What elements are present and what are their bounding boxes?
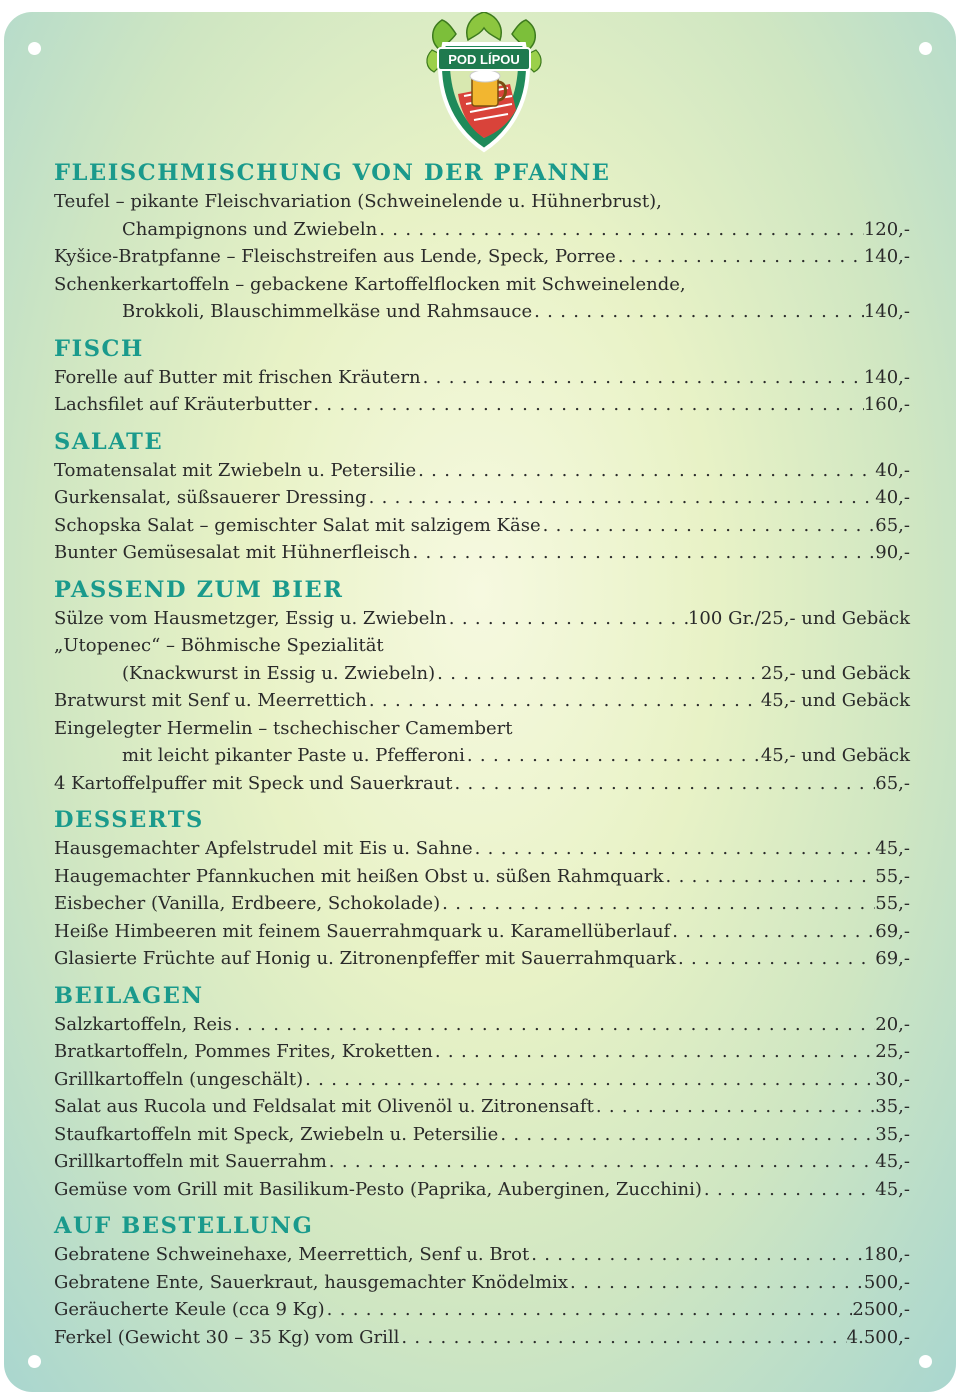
menu-item: [54, 632, 910, 660]
corner-hole: [28, 42, 41, 55]
menu-item-name: Eingelegter Hermelin – tschechischer Camembert: [54, 717, 513, 739]
menu-item-price: 55,-: [875, 865, 910, 887]
menu-item-name: Schenkerkartoffeln – gebackene Kartoffelflocken mit Schweinelende,: [54, 273, 686, 295]
dot-leader: [416, 457, 875, 485]
dot-leader: [447, 605, 688, 633]
menu-item-name: Schopska Salat – gemischter Salat mit salzigem Käse: [54, 514, 541, 536]
menu-item-name: Salat aus Rucola und Feldsalat mit Olivenöl u. Zitronensaft: [54, 1096, 594, 1117]
menu-item-name: (Knackwurst in Essig u. Zwiebeln): [122, 662, 436, 684]
menu-item-price: 500,-: [863, 1271, 910, 1293]
menu-item-price: 40,-: [875, 487, 910, 508]
menu-item-price: 45,- und Gebäck: [760, 745, 910, 766]
menu-item-price: 45,-: [875, 1151, 910, 1172]
logo-text: POD LÍPOU: [448, 52, 520, 67]
section-title: FISCH: [54, 335, 144, 362]
menu-item-price: 20,-: [875, 1013, 910, 1035]
dot-leader: [498, 1121, 875, 1149]
menu-item: [54, 512, 910, 540]
menu-section: [54, 158, 910, 326]
menu-item-price: 140,-: [863, 246, 910, 267]
menu-item: [54, 660, 910, 688]
menu-item-name: Bunter Gemüsesalat mit Hühnerfleisch: [54, 542, 411, 563]
menu-content: [54, 158, 910, 1359]
menu-item-name: Glasierte Früchte auf Honig u. Zitronenpfeffer mit Sauerrahmquark: [54, 948, 676, 969]
menu-item-price: 35,-: [875, 1096, 910, 1117]
restaurant-logo: [412, 12, 556, 156]
menu-item-name: Staufkartoffeln mit Speck, Zwiebeln u. Petersilie: [54, 1123, 499, 1145]
menu-item-name: Brokkoli, Blauschimmelkäse und Rahmsauce: [122, 301, 533, 322]
menu-item-price: 180,-: [863, 1244, 910, 1265]
section-title: AUF BESTELLUNG: [54, 1213, 314, 1239]
menu-item: [54, 1011, 910, 1039]
dot-leader: [367, 484, 876, 512]
menu-section: [54, 334, 910, 419]
dot-leader: [421, 364, 864, 392]
dot-leader: [532, 298, 864, 326]
menu-item-price: 69,-: [875, 948, 910, 969]
menu-item-name: Gemüse vom Grill mit Basilikum-Pesto (Paprika, Auberginen, Zucchini): [54, 1178, 702, 1200]
menu-section: [54, 1211, 910, 1351]
menu-item-name: Hausgemachter Apfelstrudel mit Eis u. Sahne: [54, 838, 473, 859]
menu-item-name: Champignons und Zwiebeln: [122, 218, 378, 240]
menu-item-price: 55,-: [875, 893, 910, 914]
menu-item-price: 40,-: [875, 459, 910, 481]
menu-item: [54, 457, 910, 485]
menu-item: [54, 1121, 910, 1149]
dot-leader: [435, 660, 761, 688]
menu-item: [54, 1176, 910, 1204]
menu-item-name: Forelle auf Butter mit frischen Kräutern: [54, 366, 421, 388]
dot-leader: [616, 243, 864, 271]
menu-item-name: Grillkartoffeln (ungeschält): [54, 1068, 304, 1090]
menu-item-name: 4 Kartoffelpuffer mit Speck und Sauerkraut: [54, 772, 453, 794]
menu-item-price: 25,-: [875, 1041, 910, 1062]
menu-item: [54, 863, 910, 891]
menu-item: [54, 715, 910, 743]
menu-item-price: 90,-: [875, 542, 910, 563]
dot-leader: [465, 742, 761, 770]
corner-hole: [28, 1355, 41, 1368]
menu-item-name: Teufel – pikante Fleischvariation (Schweinelende u. Hühnerbrust),: [54, 191, 662, 212]
menu-item: [54, 605, 910, 633]
menu-card: [4, 12, 956, 1392]
dot-leader: [303, 1066, 875, 1094]
menu-item: [54, 364, 910, 392]
section-title: DESSERTS: [54, 807, 204, 833]
dot-leader: [529, 1241, 864, 1269]
menu-item: [54, 1269, 910, 1297]
menu-item-price: 4.500,-: [846, 1326, 910, 1348]
dot-leader: [541, 512, 876, 540]
menu-item: [54, 271, 910, 299]
menu-item: [54, 890, 910, 918]
menu-item-name: Sülze vom Hausmetzger, Essig u. Zwiebeln: [54, 607, 447, 629]
dot-leader: [594, 1093, 875, 1121]
menu-item: [54, 1324, 910, 1352]
menu-item: [54, 539, 910, 567]
menu-item-price: 30,-: [875, 1068, 910, 1090]
menu-item-name: Gebratene Schweinehaxe, Meerrettich, Senf u. Brot: [54, 1244, 530, 1265]
menu-item-price: 45,-: [875, 1178, 910, 1200]
menu-item-price: 2500,-: [852, 1299, 910, 1320]
dot-leader: [670, 918, 875, 946]
menu-item: [54, 188, 910, 216]
menu-item-name: Bratwurst mit Senf u. Meerrettich: [54, 690, 367, 711]
menu-item-name: Gurkensalat, süßsauerer Dressing: [54, 487, 367, 508]
menu-section: [54, 427, 910, 567]
menu-item-name: Grillkartoffeln mit Sauerrahm: [54, 1151, 327, 1172]
menu-item-price: 100 Gr./25,- und Gebäck: [687, 607, 910, 629]
dot-leader: [327, 1148, 876, 1176]
menu-item-price: 45,-: [875, 838, 910, 859]
menu-item: [54, 770, 910, 798]
menu-item: [54, 1093, 910, 1121]
dot-leader: [440, 890, 875, 918]
dot-leader: [702, 1176, 875, 1204]
menu-section: [54, 981, 910, 1204]
section-title: FLEISCHMISCHUNG VON DER PFANNE: [54, 160, 611, 186]
dot-leader: [453, 770, 876, 798]
dot-leader: [325, 1296, 853, 1324]
menu-item-price: 160,-: [863, 394, 910, 415]
menu-item: [54, 687, 910, 715]
menu-item: [54, 918, 910, 946]
menu-item-name: Gebratene Ente, Sauerkraut, hausgemachter Knödelmix: [54, 1271, 569, 1293]
menu-item-price: 69,-: [875, 920, 910, 942]
dot-leader: [367, 687, 761, 715]
section-title: SALATE: [54, 428, 164, 455]
corner-hole: [919, 1355, 932, 1368]
menu-item-price: 140,-: [863, 366, 910, 388]
menu-item: [54, 1241, 910, 1269]
dot-leader: [676, 945, 875, 973]
menu-item: [54, 1148, 910, 1176]
menu-item: [54, 945, 910, 973]
section-title: BEILAGEN: [54, 982, 204, 1009]
menu-item-name: Geräucherte Keule (cca 9 Kg): [54, 1299, 325, 1320]
menu-section: [54, 805, 910, 973]
dot-leader: [377, 216, 864, 244]
menu-item-price: 120,-: [863, 218, 910, 240]
dot-leader: [568, 1269, 864, 1297]
menu-item-name: Eisbecher (Vanilla, Erdbeere, Schokolade): [54, 893, 441, 914]
menu-item-name: Bratkartoffeln, Pommes Frites, Kroketten: [54, 1041, 433, 1062]
menu-item: [54, 1038, 910, 1066]
menu-section: [54, 575, 910, 798]
menu-item-name: Ferkel (Gewicht 30 – 35 Kg) vom Grill: [54, 1326, 400, 1348]
menu-item: [54, 835, 910, 863]
menu-item-name: mit leicht pikanter Paste u. Pfefferoni: [122, 745, 465, 766]
menu-item-price: 140,-: [863, 301, 910, 322]
menu-item: [54, 391, 910, 419]
menu-item-name: Haugemachter Pfannkuchen mit heißen Obst u. süßen Rahmquark: [54, 865, 664, 887]
menu-item: [54, 298, 910, 326]
dot-leader: [473, 835, 876, 863]
menu-item-name: Heiße Himbeeren mit feinem Sauerrahmquark u. Karamellüberlauf: [54, 920, 671, 942]
section-title: PASSEND ZUM BIER: [54, 576, 344, 603]
dot-leader: [399, 1324, 846, 1352]
dot-leader: [433, 1038, 875, 1066]
dot-leader: [232, 1011, 875, 1039]
menu-item: [54, 484, 910, 512]
menu-item-name: Salzkartoffeln, Reis: [54, 1013, 233, 1035]
menu-item-price: 25,- und Gebäck: [760, 662, 910, 684]
menu-item-price: 35,-: [875, 1123, 910, 1145]
dot-leader: [410, 539, 875, 567]
menu-item-price: 65,-: [875, 514, 910, 536]
menu-item-name: Tomatensalat mit Zwiebeln u. Petersilie: [54, 459, 417, 481]
dot-leader: [664, 863, 876, 891]
menu-item: [54, 742, 910, 770]
menu-item-name: Lachsfilet auf Kräuterbutter: [54, 394, 312, 415]
menu-item-name: „Utopenec“ – Böhmische Spezialität: [54, 635, 384, 656]
menu-item: [54, 216, 910, 244]
menu-item-name: Kyšice-Bratpfanne – Fleischstreifen aus Lende, Speck, Porree: [54, 246, 616, 267]
menu-item: [54, 243, 910, 271]
menu-item: [54, 1066, 910, 1094]
menu-item-price: 65,-: [875, 772, 910, 794]
corner-hole: [919, 42, 932, 55]
menu-item-price: 45,- und Gebäck: [760, 690, 910, 711]
menu-item: [54, 1296, 910, 1324]
dot-leader: [311, 391, 863, 419]
